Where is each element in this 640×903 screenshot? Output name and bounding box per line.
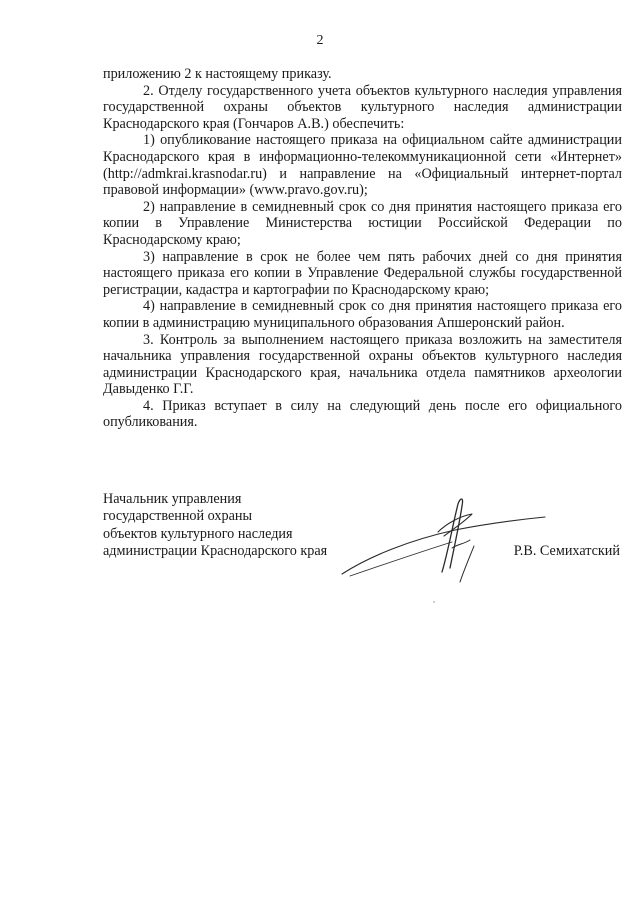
handwritten-signature [340, 490, 550, 600]
paragraph-subitem-4: 4) направление в семидневный срок со дня принятия настоящего приказа его копии в администрацию муниципального образования Апшеронский район. [103, 298, 622, 331]
paragraph-subitem-3: 3) направление в срок не более чем пять рабочих дней со дня принятия настоящего приказа его копии в Управление Федеральной службы государственной регистрации, кадастра и картографии по Краснодарскому краю; [103, 248, 622, 298]
position-line: Начальник управления [103, 491, 242, 507]
paragraph-item-3: 3. Контроль за выполнением настоящего приказа возложить на заместителя начальника управления государственной охраны объектов культурного наследия администрации Краснодарского края, начальника отдела памятников археологии Давыденко Г.Г. [103, 331, 622, 398]
paragraph-subitem-1: 1) опубликование настоящего приказа на официальном сайте администрации Краснодарского края в информационно-телекоммуникационной сети «Интернет» (http://admkrai.krasnodar.ru) и направление на «Официальный интернет-портал правовой информации» (www.pravo.gov.ru); [103, 132, 622, 199]
position-line: государственной охраны [103, 508, 253, 525]
paragraph-item-2: 2. Отделу государственного учета объектов культурного наследия управления государственной охраны объектов культурного наследия администрации Краснодарского края (Гончаров А.В.) обеспечить: [103, 82, 622, 132]
signer-name: Р.В. Семихатский [513, 543, 620, 559]
paragraph-item-4: 4. Приказ вступает в силу на следующий день после его официального опубликования. [103, 397, 622, 431]
scan-speck [433, 601, 435, 603]
order-body [103, 66, 622, 431]
paragraph-continuation: приложению 2 к настоящему приказу. [103, 66, 332, 82]
page-number: 2 [316, 33, 324, 48]
paragraph-subitem-2: 2) направление в семидневный срок со дня принятия настоящего приказа его копии в Управление Министерства юстиции Российской Федерации по Краснодарскому краю; [103, 198, 622, 248]
position-line: администрации Краснодарского края [103, 543, 328, 560]
position-line: объектов культурного наследия [103, 525, 293, 542]
